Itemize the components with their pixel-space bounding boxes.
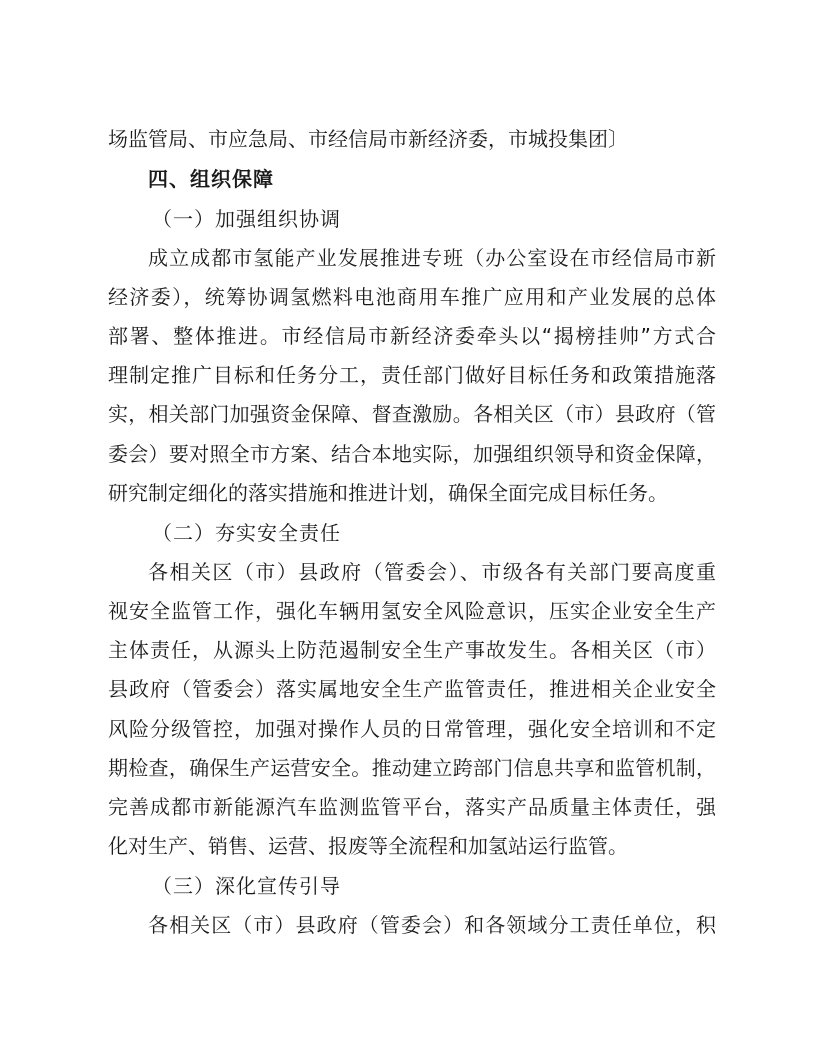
paragraph-line: 各相关区（市）县政府（管委会）、市级各有关部门要高度重 xyxy=(148,560,716,584)
paragraph-line: 研究制定细化的落实措施和推进计划，确保全面完成目标任务。 xyxy=(108,481,668,505)
paragraph-line: 完善成都市新能源汽车监测监管平台，落实产品质量主体责任，强 xyxy=(108,795,716,819)
section-heading: 四、组织保障 xyxy=(148,167,274,191)
paragraph-line: 成立成都市氢能产业发展推进专班（办公室设在市经信局市新 xyxy=(148,246,716,270)
paragraph-line: 委会）要对照全市方案、结合本地实际，加强组织领导和资金保障， xyxy=(108,442,716,466)
subsection-heading: （二）夯实安全责任 xyxy=(152,521,341,545)
paragraph-line: 县政府（管委会）落实属地安全生产监管责任，推进相关企业安全 xyxy=(108,677,716,701)
subsection-heading: （一）加强组织协调 xyxy=(152,207,341,231)
paragraph-line: 期检查，确保生产运营安全。推动建立跨部门信息共享和监管机制， xyxy=(108,756,716,780)
paragraph-line: 场监管局、市应急局、市经信局市新经济委，市城投集团〕 xyxy=(108,127,628,151)
subsection-heading: （三）深化宣传引导 xyxy=(152,874,341,898)
paragraph-line: 视安全监管工作，强化车辆用氢安全风险意识，压实企业安全生产 xyxy=(108,599,716,623)
paragraph-line: 化对生产、销售、运营、报废等全流程和加氢站运行监管。 xyxy=(108,834,628,858)
paragraph-line: 理制定推广目标和任务分工，责任部门做好目标任务和政策措施落 xyxy=(108,363,716,387)
paragraph-line: 部署、整体推进。市经信局市新经济委牵头以“揭榜挂帅”方式合 xyxy=(108,324,716,348)
paragraph-line: 主体责任，从源头上防范遏制安全生产事故发生。各相关区（市） xyxy=(108,638,716,662)
paragraph-line: 风险分级管控，加强对操作人员的日常管理，强化安全培训和不定 xyxy=(108,717,716,741)
paragraph-line: 各相关区（市）县政府（管委会）和各领域分工责任单位，积 xyxy=(148,913,716,937)
paragraph-line: 经济委），统筹协调氢燃料电池商用车推广应用和产业发展的总体 xyxy=(108,285,716,309)
paragraph-line: 实，相关部门加强资金保障、督查激励。各相关区（市）县政府（管 xyxy=(108,402,716,426)
